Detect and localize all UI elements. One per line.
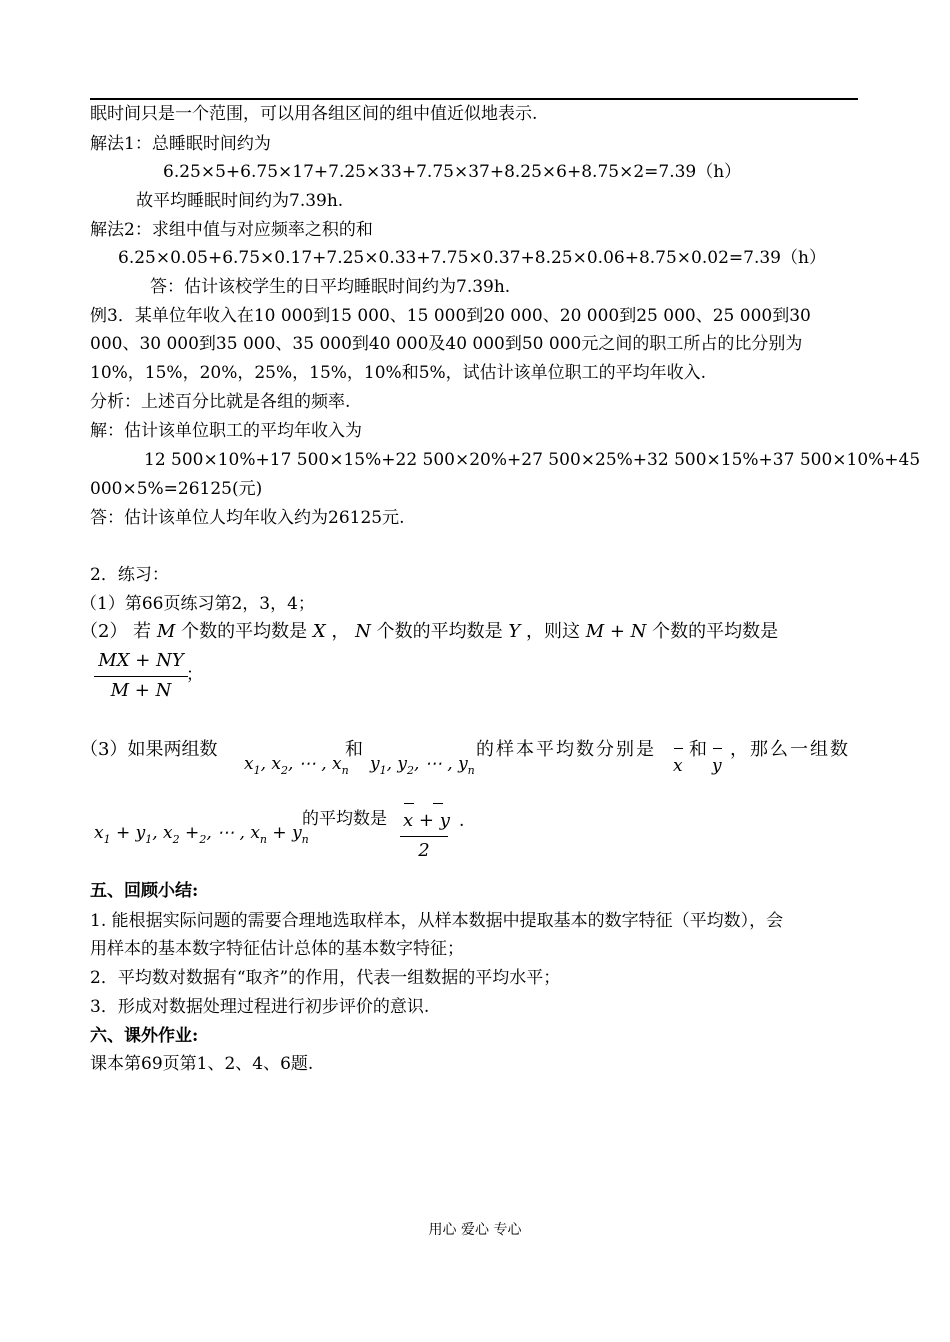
conjunction: 和 [345,739,363,760]
summary-item: 3．形成对数据处理过程进行初步评价的意识. [90,997,430,1017]
fraction-numerator: x + y [403,810,450,831]
text-line: 的样本平均数分别是 [476,739,656,760]
mean-bar [674,748,683,749]
formula-line: 6.25×0.05+6.75×0.17+7.25×0.33+7.75×0.37+8.25×0.06+8.75×0.02=7.39（h） [118,248,826,268]
text-line: 眠时间只是一个范围，可以用各组区间的组中值近似地表示. [90,104,538,124]
solution-1-heading: 解法1：总睡眠时间约为 [90,134,271,154]
mean-bar [713,748,722,749]
punctuation: ； [186,665,203,685]
sum-sequence: $x_1 + y_1$, $x_2 +_2$, ⋯ , $x_n + y_n$ [94,823,309,846]
fraction-denominator: M + N [110,680,172,701]
fraction-denominator: 2 [418,840,430,861]
practice-heading: 2．练习： [90,565,169,585]
solution-2-heading: 解法2：求组中值与对应频率之积的和 [90,220,373,240]
example-3-line: 例3．某单位年收入在10 000到15 000、15 000到20 000、20 000到25 000、25 000到30 [90,306,811,326]
punctuation: . [459,811,465,831]
mean-bar [433,803,443,804]
example-3-line: 000、30 000到35 000、35 000到40 000及40 000到50 000元之间的职工所占的比分别为 [90,334,803,354]
math-symbol: X [312,621,326,642]
fraction-bar [400,836,448,837]
mean-y: y [712,756,722,776]
analysis-line: 分析：上述百分比就是各组的频率. [90,392,351,412]
practice-item-2: （2） 若 M 个数的平均数是 X ， N 个数的平均数是 Y ，则这 M + N 个数的平均数是 [80,621,779,642]
math-symbol: Y [508,621,521,642]
mean-x: x [673,756,683,776]
summary-item: 1. 能根据实际问题的需要合理地选取样本，从样本数据中提取基本的数字特征（平均数），会 [90,911,784,931]
math-symbol: M + N [585,621,647,642]
page-footer: 用心 爱心 专心 [428,1222,522,1238]
example-3-line: 10%，15%，20%，25%，15%，10%和5%，试估计该单位职工的平均年收入. [90,363,707,383]
practice-item-1: （1）第66页练习第2，3，4； [80,594,315,614]
header-rule [90,98,858,100]
section-heading-homework: 六、课外作业: [90,1026,199,1046]
conjunction: 和 [689,739,707,760]
formula-line: 6.25×5+6.75×17+7.25×33+7.75×37+8.25×6+8.75×2=7.39（h） [163,162,742,182]
sequence-x: $x_1$, $x_2$, ⋯ , $x_n$ [244,754,349,777]
section-heading-summary: 五、回顾小结: [90,881,199,901]
math-symbol: M [156,621,176,642]
text-line: ，那么一组数 [730,739,850,760]
sequence-y: $y_1$, $y_2$, ⋯ , $y_n$ [370,754,475,777]
summary-item: 2．平均数对数据有“取齐”的作用，代表一组数据的平均水平； [90,968,561,988]
answer-line: 答：估计该校学生的日平均睡眠时间约为7.39h. [150,277,511,297]
homework-text: 课本第69页第1、2、4、6题. [90,1054,314,1074]
fraction-bar [94,676,188,677]
formula-line: 000×5%=26125(元) [90,479,263,499]
formula-line: 12 500×10%+17 500×15%+22 500×20%+27 500×25%+32 500×15%+37 500×10%+45 [144,450,921,470]
math-symbol: N [355,621,371,642]
solution-line: 解：估计该单位职工的平均年收入为 [90,421,362,441]
answer-line: 答：估计该单位人均年收入约为26125元. [90,508,405,528]
text-line: 故平均睡眠时间约为7.39h. [136,191,344,211]
practice-item-3-label: （3）如果两组数 [80,739,218,760]
mean-bar [404,803,414,804]
fraction-numerator: MX + NY [98,650,184,671]
summary-item: 用样本的基本数字特征估计总体的基本数字特征； [90,939,464,959]
text-line: 的平均数是 [302,809,387,829]
